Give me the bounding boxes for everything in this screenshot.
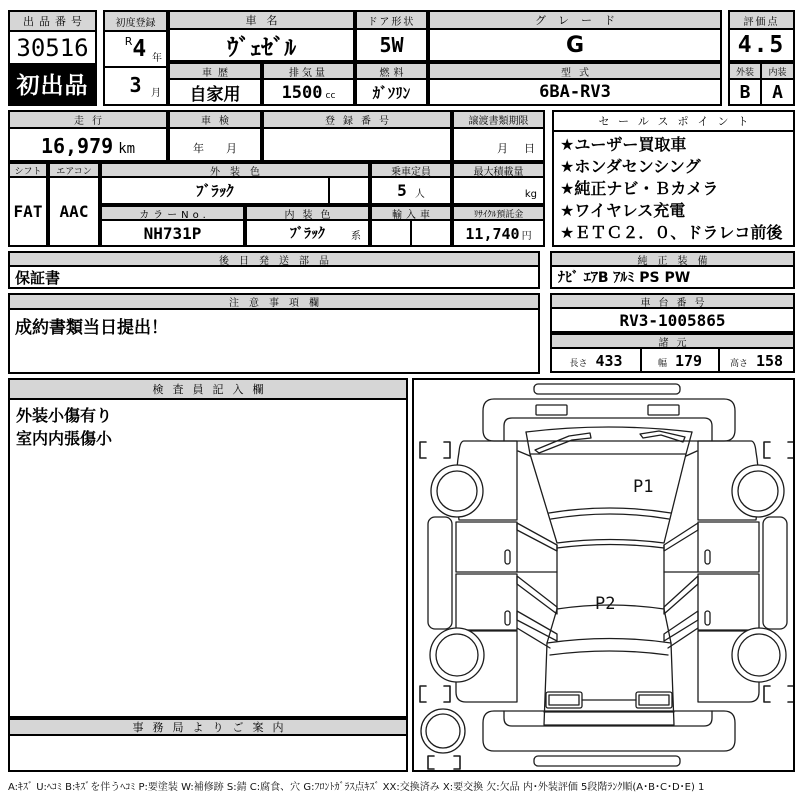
sales-points-box <box>552 110 795 247</box>
bracket-mid-left <box>420 686 450 702</box>
interior-grade-label: 内装 <box>762 64 793 80</box>
tail-lamp-left-inner <box>549 695 579 705</box>
footer-legend: A:ｷｽﾞ U:ﾍｺﾐ B:ｷｽﾞを伴うﾍｺﾐ P:要塗装 W:補修跡 S:錆 C:腐食、穴 G:ﾌﾛﾝﾄｶﾞﾗｽ点ｷｽﾞ XX:交換済み X:要交換 欠:欠品 内･外装評価 5段階ﾗﾝｸ順(A･B･C･D･E) 1 <box>8 782 705 793</box>
spec-height-value: 158 <box>755 352 784 370</box>
tail-lamp-right-inner <box>639 695 669 705</box>
displacement-box <box>262 62 355 106</box>
auction-no-box <box>8 10 97 106</box>
import-car-cell-2 <box>410 221 450 245</box>
score-box <box>728 10 795 62</box>
capacity-label: 乗車定員 <box>372 164 450 178</box>
spec-width-cell <box>640 349 718 371</box>
chassis-no-box <box>550 293 795 333</box>
sales-points-list <box>554 132 793 246</box>
chassis-no-value: RV3-1005865 <box>619 310 726 330</box>
displacement-cell <box>264 80 353 104</box>
car-diagram <box>414 380 793 770</box>
notes-box <box>8 293 540 374</box>
sales-point-item: ★ホンダセンシング <box>560 157 701 176</box>
fuel-value: ｶﾞｿﾘﾝ <box>372 83 411 102</box>
first-registration-year-cell <box>105 32 166 68</box>
first-registration-label: 初度登録 <box>105 12 166 32</box>
wheel-rear-right-inner <box>738 634 780 676</box>
registration-no-box <box>262 110 452 162</box>
score-value: 4.5 <box>737 32 786 58</box>
inspector-note-line: 室内内張傷小 <box>16 429 113 448</box>
recycle-deposit-cell <box>454 221 543 245</box>
grille-right <box>648 405 679 415</box>
interior-grade-value: A <box>772 81 783 103</box>
shift-box <box>8 162 48 247</box>
first-registration-box <box>103 10 168 106</box>
later-parts-label: 後日発送部品 <box>10 253 538 267</box>
sales-point-item: ★ユーザー買取車 <box>560 135 687 154</box>
exterior-color-box <box>100 162 370 205</box>
reg-year-value: 4 <box>132 36 147 62</box>
color-no-value: NH731P <box>143 223 202 243</box>
front-bumper-inner <box>504 418 712 441</box>
registration-no-value <box>264 129 450 160</box>
quarter-slant-left <box>517 611 557 641</box>
tailgate <box>544 643 674 725</box>
first-listing-badge: 初出品 <box>10 63 95 104</box>
inspector-note-line: 外装小傷有り <box>16 406 113 425</box>
max-load-box <box>452 162 545 205</box>
office-info-content <box>10 736 406 770</box>
mileage-value: 16,979 <box>40 134 114 158</box>
rear-window-arcs <box>547 639 671 656</box>
grille-left <box>536 405 567 415</box>
auction-no-value: 30516 <box>16 33 89 62</box>
displacement-unit: cc <box>325 91 336 101</box>
specs-label: 諸元 <box>552 335 793 349</box>
recycle-deposit-value: 11,740 <box>465 225 520 243</box>
shift-value: FAT <box>13 202 43 221</box>
cowl-arc <box>526 427 692 432</box>
quarter-line-left <box>517 628 550 648</box>
history-box <box>168 62 262 106</box>
genuine-equipment-box <box>550 251 795 289</box>
recycle-deposit-box <box>452 205 545 247</box>
capacity-unit: 人 <box>414 189 425 200</box>
notes-value: 成約書類当日提出！ <box>15 318 168 338</box>
diagram-p1-label: P1 <box>633 477 654 497</box>
history-label: 車歴 <box>170 64 260 80</box>
auction-no-label: 出品番号 <box>10 12 95 32</box>
inspector-notes-label: 検査員記入欄 <box>10 380 406 400</box>
exterior-color-value: ﾌﾞﾗｯｸ <box>196 182 234 200</box>
transfer-docs-box <box>452 110 545 162</box>
exterior-grade-box <box>728 62 762 106</box>
tailgate-lines <box>544 700 674 712</box>
history-value: 自家用 <box>189 84 241 105</box>
mileage-cell <box>10 129 166 160</box>
model-code-value: 6BA-RV3 <box>539 82 611 102</box>
mileage-box <box>8 110 168 162</box>
later-parts-box <box>8 251 540 289</box>
rear-bumper-inner <box>504 711 712 726</box>
diagram-p2-label: P2 <box>595 594 616 614</box>
aircon-value: AAC <box>59 202 89 221</box>
inspection-label: 車検 <box>170 112 260 129</box>
exterior-color-label: 外装色 <box>102 164 368 178</box>
spec-length-value: 433 <box>595 352 623 370</box>
transfer-docs-label: 譲渡書類期限 <box>454 112 543 129</box>
genuine-equipment-value: ﾅﾋﾞ ｴｱB ｱﾙﾐ PS PW <box>558 270 691 286</box>
exterior-grade-label: 外装 <box>730 64 760 80</box>
recycle-deposit-label: ﾘｻｲｸﾙ預託金 <box>454 207 543 221</box>
import-car-row <box>372 221 450 245</box>
mileage-unit: km <box>118 141 136 157</box>
window-slant-mid-right <box>664 576 698 614</box>
transfer-docs-cell <box>454 129 543 160</box>
wiper-left <box>535 433 591 453</box>
door-shape-value: 5W <box>379 33 404 57</box>
sales-point-item: ★純正ナビ・Ｂカメラ <box>560 179 719 198</box>
color-no-box <box>100 205 245 247</box>
import-car-label: 輸入車 <box>372 207 450 221</box>
fuel-box <box>355 62 428 106</box>
mileage-label: 走行 <box>10 112 166 129</box>
sill-left <box>428 517 452 629</box>
grade-value: G <box>565 32 585 58</box>
hood-arc-lines <box>549 508 671 519</box>
capacity-cell <box>372 178 450 203</box>
notes-label: 注意事項欄 <box>10 295 538 310</box>
window-slant-front-left <box>517 523 557 551</box>
sales-point-item: ★ＥＴＣ２．０、ドラレコ前後 <box>560 223 783 242</box>
window-slant-mid-left <box>517 576 557 614</box>
sales-point-item: ★ワイヤレス充電 <box>560 201 686 220</box>
door-handle-rear-left <box>505 611 510 625</box>
spec-width-value: 179 <box>674 352 703 370</box>
spec-length-cell <box>552 349 640 371</box>
month-unit: 月 <box>151 88 161 99</box>
interior-color-cell <box>247 221 368 245</box>
later-parts-value: 保証書 <box>15 268 61 287</box>
transfer-month-placeholder: 月 <box>497 142 508 155</box>
hood-windshield <box>530 454 686 543</box>
first-registration-month-cell <box>105 68 166 102</box>
bracket-bottom-left <box>428 756 460 769</box>
exterior-color-row <box>102 178 368 203</box>
window-slant-front-right <box>664 523 698 551</box>
recycle-deposit-unit: 円 <box>521 231 532 242</box>
bracket-top-right <box>764 442 793 458</box>
model-code-label: 型式 <box>430 64 720 80</box>
reg-month-value: 3 <box>129 73 142 97</box>
interior-color-label: 内装色 <box>247 207 368 221</box>
spec-width-label: 幅 <box>657 359 667 369</box>
rear-door-right <box>698 574 759 630</box>
score-label: 評価点 <box>730 12 793 30</box>
rear-bumper-strip <box>534 756 680 766</box>
max-load-cell <box>454 178 543 203</box>
specs-box <box>550 333 795 373</box>
aircon-box <box>48 162 100 247</box>
wheel-front-right-inner <box>738 471 778 511</box>
roof-top-arc <box>557 545 664 549</box>
genuine-equipment-label: 純正装備 <box>552 253 793 267</box>
spec-height-label: 高さ <box>729 359 748 369</box>
wheel-front-left-inner <box>437 471 477 511</box>
sales-points-label: セールスポイント <box>554 112 793 132</box>
shift-label: シフト <box>10 164 46 178</box>
rear-door-left <box>456 574 517 630</box>
car-name-box <box>168 10 355 62</box>
car-diagram-box <box>412 378 795 772</box>
car-name-label: 車名 <box>170 12 353 30</box>
exterior-color-extra-cell <box>328 178 368 203</box>
interior-color-value: ﾌﾞﾗｯｸ <box>290 226 325 242</box>
office-info-label: 事務局よりご案内 <box>10 720 406 736</box>
grade-box <box>428 10 722 62</box>
sill-right <box>763 517 787 629</box>
front-bumper <box>483 399 735 441</box>
max-load-unit: kg <box>524 189 537 200</box>
model-code-box <box>428 62 722 106</box>
door-handle-front-right <box>705 550 710 564</box>
interior-color-suffix: 系 <box>351 231 361 242</box>
spare-tire-inner <box>426 714 460 748</box>
capacity-box <box>370 162 452 205</box>
door-handle-rear-right <box>705 611 710 625</box>
aircon-label: エアコン <box>50 164 98 178</box>
inspection-year-placeholder: 年 <box>193 142 204 155</box>
spec-length-label: 長さ <box>569 359 588 369</box>
inspection-cell <box>170 129 260 160</box>
door-shape-label: ドア形状 <box>357 12 426 30</box>
specs-row <box>552 349 793 371</box>
inspection-month-placeholder: 月 <box>226 142 237 155</box>
import-car-cell-1 <box>372 221 410 245</box>
spec-height-cell <box>718 349 793 371</box>
fuel-label: 燃料 <box>357 64 426 80</box>
year-unit: 年 <box>152 53 162 64</box>
era-letter: R <box>124 35 133 48</box>
inspector-notes-box <box>8 378 408 718</box>
interior-grade-box <box>760 62 795 106</box>
quarter-line-right <box>668 628 698 648</box>
front-bumper-strip <box>534 384 680 394</box>
door-shape-box <box>355 10 428 62</box>
rear-bumper <box>483 711 735 751</box>
office-info-box <box>8 718 408 772</box>
max-load-label: 最大積載量 <box>454 164 543 178</box>
grade-label: グレード <box>430 12 720 30</box>
interior-color-box <box>245 205 370 247</box>
capacity-value: 5 <box>397 181 407 200</box>
import-car-box <box>370 205 452 247</box>
displacement-value: 1500 <box>281 83 323 103</box>
inspector-notes-content <box>10 400 406 454</box>
bracket-mid-right <box>764 686 793 702</box>
registration-no-label: 登録番号 <box>264 112 450 129</box>
inspection-box <box>168 110 262 162</box>
transfer-day-placeholder: 日 <box>524 142 535 155</box>
displacement-label: 排気量 <box>264 64 353 80</box>
wheel-rear-left-inner <box>436 634 478 676</box>
color-no-label: カラーNo. <box>102 207 243 221</box>
car-name-value: ｳﾞｪｾﾞﾙ <box>227 34 296 61</box>
chassis-no-label: 車台番号 <box>552 295 793 309</box>
exterior-grade-value: B <box>739 81 751 103</box>
bracket-top-left <box>420 442 450 458</box>
door-handle-front-left <box>505 550 510 564</box>
